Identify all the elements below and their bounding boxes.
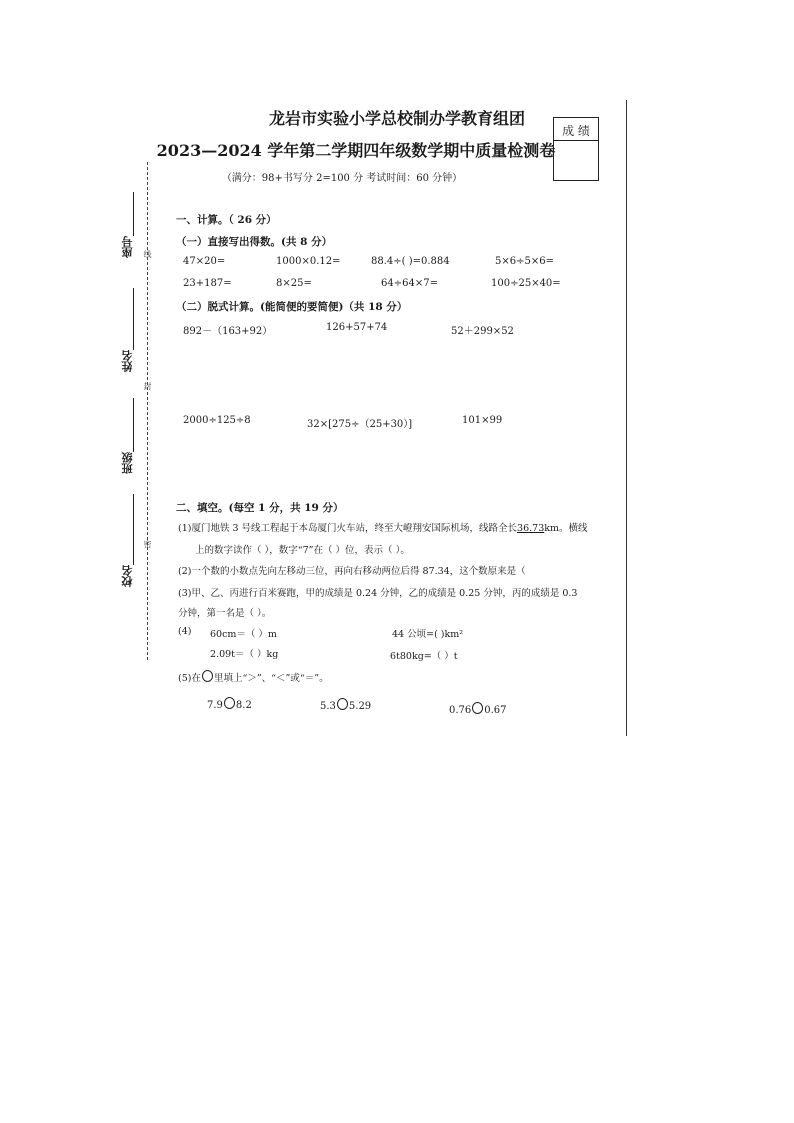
margin-blank-name (133, 288, 134, 350)
question-1-text: (1)厦门地铁 3 号线工程起于本岛厦门火车站，终至大嶝翔安国际机场，线路全长 (178, 523, 518, 534)
oral-problem: 64÷64×7= (381, 278, 438, 289)
oral-problem: 88.4÷( )=0.884 (371, 256, 450, 267)
compare-circle-icon[interactable] (472, 702, 483, 714)
oral-problem: 5×6÷5×6= (495, 256, 554, 267)
seal-mark-seal: 封 (143, 382, 152, 390)
unit-conversion: 60cm＝（ ）m (210, 629, 277, 640)
score-box (553, 117, 599, 181)
compare-left: 7.9 (207, 700, 223, 711)
question-5-suffix: 里填上“＞”、“＜”或“＝”。 (213, 673, 329, 684)
oral-problem: 23+187= (183, 278, 232, 289)
oral-problem: 100÷25×40= (491, 278, 561, 289)
compare-right: 5.29 (348, 701, 372, 712)
margin-blank-seat (133, 192, 134, 236)
score-divider (554, 140, 598, 141)
section2-title: 二、填空。(每空 1 分，共 19 分） (176, 502, 344, 514)
question-1-number: 36.73 (517, 523, 545, 534)
unit-conversion: 44 公顷=( )km² (392, 629, 464, 640)
question-3-line2: 分钟，第一名是（ ）。 (178, 608, 272, 619)
margin-blank-class (133, 398, 134, 452)
compare-left: 0.76 (449, 705, 472, 716)
section1-part1-title: （一）直接写出得数。(共 8 分） (176, 236, 333, 248)
section1-title: 一、计算。（ 26 分） (176, 214, 277, 226)
comparison-item (320, 698, 371, 712)
compare-circle-icon[interactable] (337, 698, 348, 710)
margin-label-class: 班级 (121, 452, 134, 474)
oral-problem: 1000×0.12= (276, 256, 341, 267)
oral-problem: 47×20= (183, 256, 226, 267)
margin-label-seat: 座号 (121, 236, 134, 258)
stepwise-problem: 126+57+74 (326, 322, 388, 333)
school-name: 龙岩市实验小学总校制办学教育组团 (268, 109, 525, 128)
scan-edge-line (626, 100, 627, 736)
exam-info: （满分：98+书写分 2=100 分 考试时间：60 分钟） (221, 173, 463, 184)
margin-blank-school (133, 494, 134, 565)
compare-right: 0.67 (484, 705, 507, 716)
comparison-item (207, 697, 252, 711)
question-5-prefix: (5)在 (178, 673, 201, 684)
question-3-line1: (3)甲、乙、丙进行百米赛跑，甲的成绩是 0.24 分钟，乙的成绩是 0.25 分钟，丙的成绩是 0.3 (178, 588, 578, 599)
binding-dashed-line (147, 162, 148, 660)
stepwise-problem: 52＋299×52 (451, 326, 514, 337)
circle-blank-icon (202, 670, 213, 682)
question-1-unit: km。横线 (544, 523, 588, 534)
section1-part2-title: （二）脱式计算。(能简便的要简便)（共 18 分） (176, 301, 408, 313)
stepwise-problem: 2000÷125÷8 (183, 415, 251, 426)
question-5 (178, 670, 329, 684)
seal-mark-secret: 密 (143, 540, 152, 548)
exam-title: 2023—2024 学年第二学期四年级数学期中质量检测卷 (156, 141, 556, 160)
compare-right: 8.2 (235, 700, 252, 711)
question-4-number: (4) (178, 626, 192, 637)
margin-label-name: 姓名 (121, 350, 134, 372)
stepwise-problem: 101×99 (462, 415, 503, 426)
stepwise-problem: 32×[275÷（25+30）] (307, 419, 413, 430)
compare-circle-icon[interactable] (224, 697, 235, 709)
unit-conversion: 2.09t＝（ ）kg (210, 649, 279, 660)
compare-left: 5.3 (320, 701, 336, 712)
oral-problem: 8×25= (276, 278, 312, 289)
comparison-item (449, 702, 507, 716)
margin-label-school: 校名 (121, 565, 134, 587)
stepwise-problem: 892－（163+92） (183, 326, 273, 337)
score-label: 成 绩 (562, 124, 590, 138)
unit-conversion: 6t80kg=（ ）t (390, 651, 458, 662)
question-1-line1 (178, 520, 588, 534)
seal-mark-line: 线 (143, 250, 152, 258)
question-2: (2)一个数的小数点先向左移动三位，再向右移动两位后得 87.34，这个数原来是（ (178, 566, 526, 577)
question-1-line2: 上的数字读作（ ），数字“7”在（ ）位，表示（ ）。 (195, 545, 410, 556)
